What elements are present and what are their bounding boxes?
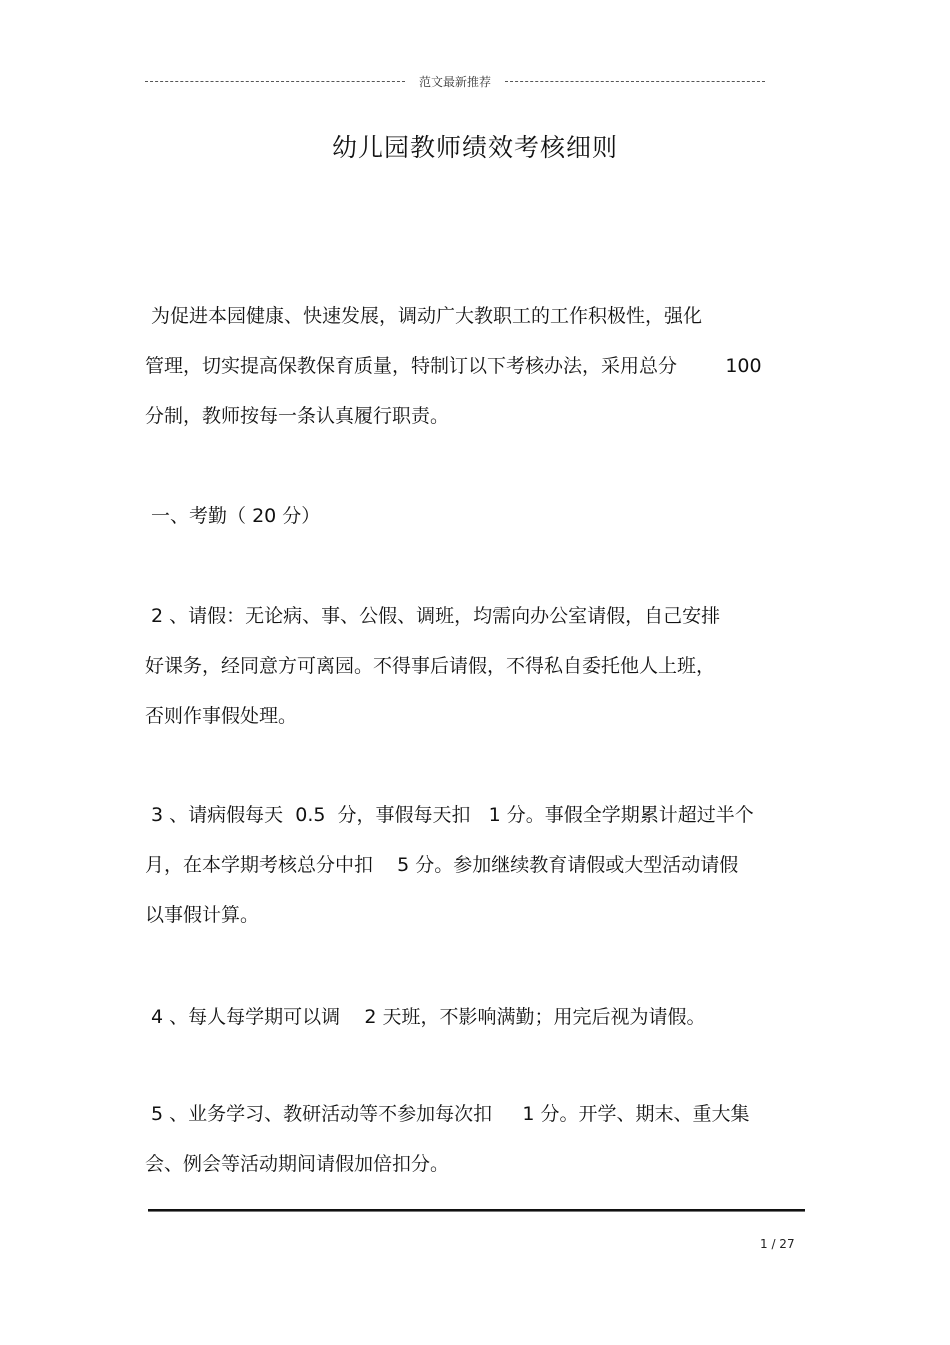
- text-line: 以事假计算。: [145, 904, 260, 926]
- text-line: 2 、请假：无论病、事、公假、调班，均需向办公室请假，自己安排: [145, 605, 721, 627]
- document-title: 幼儿园教师绩效考核细则: [331, 133, 618, 162]
- section-heading-attendance: [145, 491, 815, 541]
- item-2-paragraph: [145, 591, 815, 741]
- footer-divider: [148, 1209, 805, 1213]
- text-line: 管理，切实提高保教保育质量，特制订以下考核办法，采用总分 100: [145, 355, 762, 377]
- page-number: 1 / 27: [760, 1237, 795, 1251]
- text-line: 5 、业务学习、教研活动等不参加每次扣 1 分。开学、期末、重大集: [145, 1103, 750, 1125]
- text-line: 月，在本学期考核总分中扣 5 分。参加继续教育请假或大型活动请假: [145, 854, 739, 876]
- header-dash-left: [145, 81, 405, 82]
- text-line: 否则作事假处理。: [145, 705, 298, 727]
- text-line: 分制，教师按每一条认真履行职责。: [145, 405, 450, 427]
- text-line: 3 、请病假每天 0.5 分，事假每天扣 1 分。事假全学期累计超过半个: [145, 804, 754, 826]
- text-line: 一、考勤（ 20 分）: [145, 505, 321, 527]
- text-line: 会、例会等活动期间请假加倍扣分。: [145, 1153, 450, 1175]
- item-5-paragraph: [145, 1089, 815, 1189]
- item-4-paragraph: [145, 992, 815, 1042]
- text-line: 4 、每人每学期可以调 2 天班，不影响满勤；用完后视为请假。: [145, 1006, 706, 1028]
- intro-paragraph: [145, 291, 815, 441]
- text-line: 好课务，经同意方可离园。不得事后请假，不得私自委托他人上班，: [145, 655, 716, 677]
- item-3-paragraph: [145, 790, 815, 940]
- text-line: 为促进本园健康、快速发展，调动广大教职工的工作积极性，强化: [145, 305, 703, 327]
- header-text: 范文最新推荐: [419, 74, 492, 89]
- header-dash-right: [505, 81, 765, 82]
- page-header: [145, 72, 765, 90]
